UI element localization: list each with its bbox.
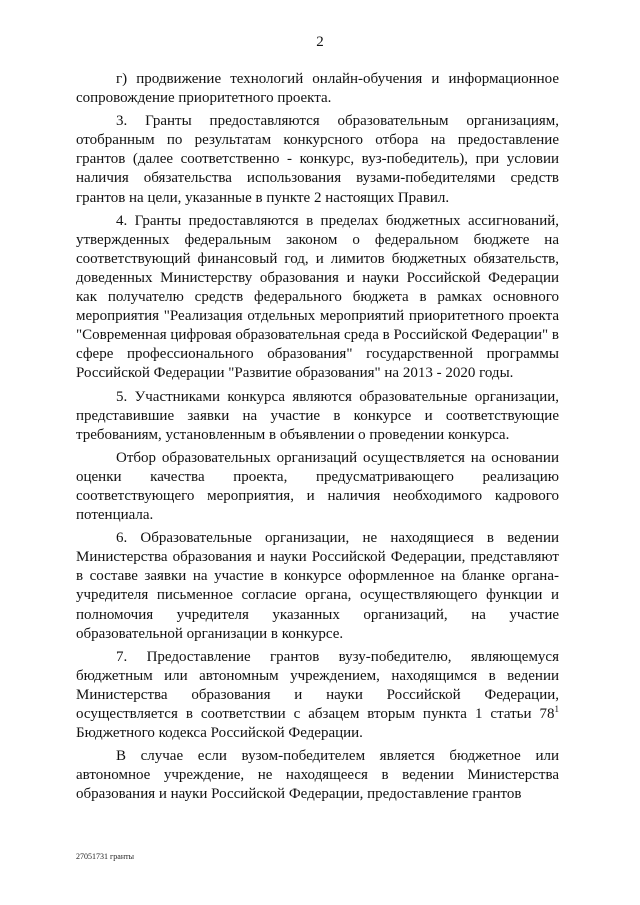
- paragraph-7: [76, 648, 559, 743]
- paragraph-5-selection: Отбор образовательных организаций осуществляется на основании оценки качества проекта, предусматривающего реализацию соответствующего мероприятия, и наличия необходимого кадрового потенциала.: [76, 449, 559, 524]
- article-superscript: 1: [554, 704, 559, 714]
- paragraph-g: г) продвижение технологий онлайн-обучения и информационное сопровождение приоритетного проекта.: [76, 71, 559, 107]
- paragraph-5: 5. Участниками конкурса являются образовательные организации, представившие заявки на участие в конкурсе и соответствующие требованиям, установленным в объявлении о проведении конкурса.: [76, 388, 559, 443]
- paragraph-4: 4. Гранты предоставляются в пределах бюджетных ассигнований, утвержденных федеральным законом о федеральном бюджете на соответствующий финансовый год, и лимитов бюджетных обязательств, доведенных Министерству образования и науки Российской Федерации как получателю средств федерального бюджета в рамках основного мероприятия "Реализация отдельных мероприятий приоритетного проекта "Современная цифровая образовательная среда в Российской Федерации" в сфере профессионального образования" государственной программы Российской Федерации "Развитие образования" на 2013 - 2020 годы.: [76, 212, 559, 382]
- paragraph-7-text: 7. Предоставление грантов вузу-победителю, являющемуся бюджетным или автономным учреждением, находящимся в ведении Министерства образования и науки Российской Федерации, осуществляется в соответствии с абзацем вторым пункта 1 статьи 78: [76, 648, 559, 722]
- paragraph-7-continuation: В случае если вузом-победителем является бюджетное или автономное учреждение, не находящееся в ведении Министерства образования и науки Российской Федерации, предоставление грантов: [76, 748, 559, 803]
- page-number: 2: [316, 34, 324, 50]
- document-body: [76, 70, 559, 808]
- paragraph-7-tail: Бюджетного кодекса Российской Федерации.: [76, 725, 363, 742]
- paragraph-6: 6. Образовательные организации, не находящиеся в ведении Министерства образования и науки Российской Федерации, представляют в составе заявки на участие в конкурсе оформленное на бланке органа-учредителя письменное согласие органа, осуществляющего функции и полномочия учредителя указанных организаций, на участие образовательной организации в конкурсе.: [76, 530, 559, 642]
- paragraph-3: 3. Гранты предоставляются образовательным организациям, отобранным по результатам конкурсного отбора на предоставление грантов (далее соответственно - конкурс, вуз-победитель), при условии наличия обязательства использования вузами-победителями средств грантов на цели, указанные в пункте 2 настоящих Правил.: [76, 113, 559, 206]
- footer-doc-code: 27051731 гранты: [76, 852, 134, 861]
